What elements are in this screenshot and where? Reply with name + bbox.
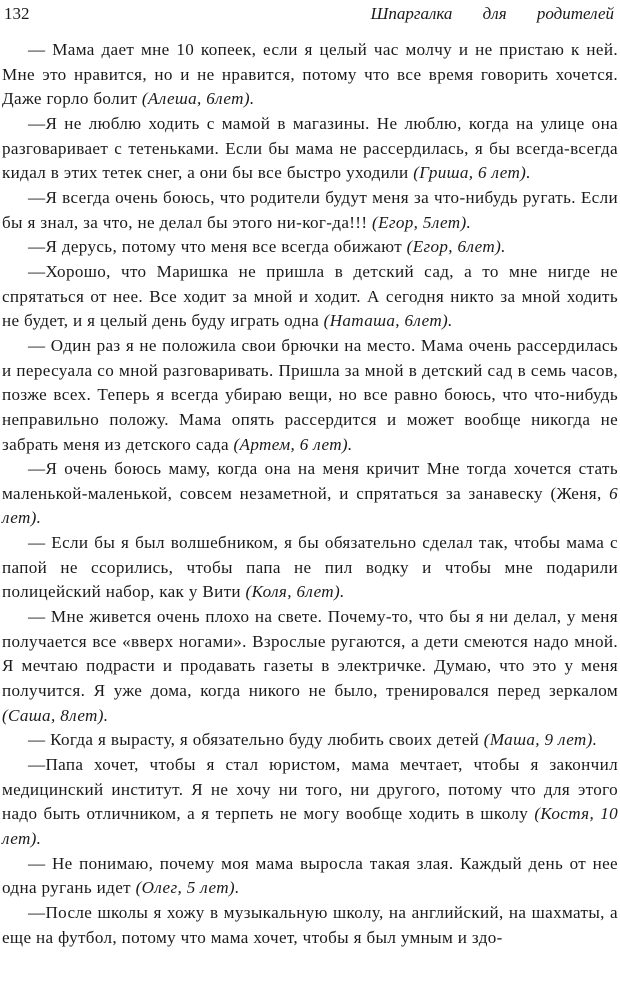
paragraph-attribution: (Костя, 10 лет). <box>2 804 618 848</box>
paragraph-text: —Я не люблю ходить с мамой в магазины. Не люблю, когда на улице она разговаривает с тетеньками. Если бы мама не рассердилась, я бы всегда-всегда кидал в этих тетек снег, а они бы все быстро уходили <box>2 113 618 183</box>
paragraph <box>2 852 618 901</box>
paragraph-text: — Один раз я не положила свои брючки на место. Мама очень рассердилась и пересуала со мной разговаривать. Пришла за мной в детский сад в семь часов, позже всех. Теперь я всегда убираю вещи, но все равно боюсь, что что-нибудь неправильно положу. Мама опять рассердится и может вообще никогда не забрать меня из детского сада <box>2 335 618 454</box>
page-header <box>2 0 618 26</box>
paragraph-text: —Хорошо, что Маришка не пришла в детский сад, а то мне нигде не спрятаться от нее. Все ходит за мной и ходит. А сегодня никто за мной ходить не будет, и я целый день буду играть одна <box>2 261 618 331</box>
paragraph-text: — Если бы я был волшебником, я бы обязательно сделал так, чтобы мама с папой не ссорились, чтобы папа не пил водку и чтобы мне подарили полицейский набор, как у Вити <box>2 533 618 602</box>
paragraph-attribution: (Артем, 6 лет). <box>233 434 353 454</box>
paragraph-text: — Когда я вырасту, я обязательно буду любить своих детей <box>28 730 480 750</box>
paragraph <box>2 334 618 457</box>
paragraph-text: —Папа хочет, чтобы я стал юристом, мама мечтает, чтобы я закончил медицинский институт. Я не хочу ни того, ни другого, потому что для этого надо быть отличником, а я терпеть не могу вообще ходить в школу <box>2 755 618 824</box>
paragraph <box>2 728 618 753</box>
paragraph-text: —Я очень боюсь маму, когда она на меня кричит Мне тогда хочется стать маленькой-маленькой, совсем незаметной, и спрятаться за занавеску (Женя, <box>2 459 618 503</box>
paragraph-text: —После школы я хожу в музыкальную школу, на английский, на шахматы, а еще на футбол, потому что мама хочет, чтобы я был умным и здо- <box>2 902 618 947</box>
paragraph-attribution: (Наташа, 6лет). <box>323 311 453 331</box>
page-number: 132 <box>4 4 30 23</box>
paragraph <box>2 186 618 235</box>
page-body <box>2 38 618 950</box>
paragraph <box>2 531 618 605</box>
paragraph-attribution: (Егор, 6лет). <box>406 237 506 257</box>
paragraph <box>2 901 618 950</box>
paragraph <box>2 457 618 531</box>
paragraph-attribution: 6 лет). <box>2 483 618 528</box>
paragraph-attribution: (Егор, 5лет). <box>372 212 472 232</box>
paragraph <box>2 112 618 186</box>
running-title: Шпаргалка для родителей <box>370 4 614 23</box>
paragraph-attribution: (Олег, 5 лет). <box>135 878 240 898</box>
paragraph-text: — Мама дает мне 10 копеек, если я целый час молчу и не пристаю к ней. Мне это нравится, но и не нравится, потому что все время говорить хочется. Даже горло болит <box>2 40 618 109</box>
paragraph <box>2 235 618 260</box>
paragraph-attribution: (Саша, 8лет). <box>2 705 109 725</box>
paragraph-attribution: (Маша, 9 лет). <box>483 730 598 750</box>
paragraph <box>2 38 618 112</box>
paragraph <box>2 260 618 334</box>
paragraph <box>2 605 618 728</box>
paragraph <box>2 753 618 852</box>
paragraph-attribution: (Коля, 6лет). <box>245 582 345 602</box>
paragraph-text: — Не понимаю, почему моя мама выросла такая злая. Каждый день от нее одна ругань идет <box>2 853 618 898</box>
paragraph-text: —Я всегда очень боюсь, что родители будут меня за что-нибудь ругать. Если бы я знал, за что, не делал бы этого ни-ког-да!!! <box>2 187 618 232</box>
paragraph-text: —Я дерусь, потому что меня все всегда обижают <box>28 237 403 257</box>
paragraph-attribution: (Гриша, 6 лет). <box>413 163 531 183</box>
paragraph-text: — Мне живется очень плохо на свете. Почему-то, что бы я ни делал, у меня получается все «вверх ногами». Взрослые ругаются, а дети смеются надо мной. Я мечтаю подрасти и продавать газеты в электричке. Думаю, что это у меня получится. Я уже дома, когда никого не было, тренировался перед зеркалом <box>2 607 618 701</box>
paragraph-attribution: (Алеша, 6лет). <box>141 89 255 109</box>
